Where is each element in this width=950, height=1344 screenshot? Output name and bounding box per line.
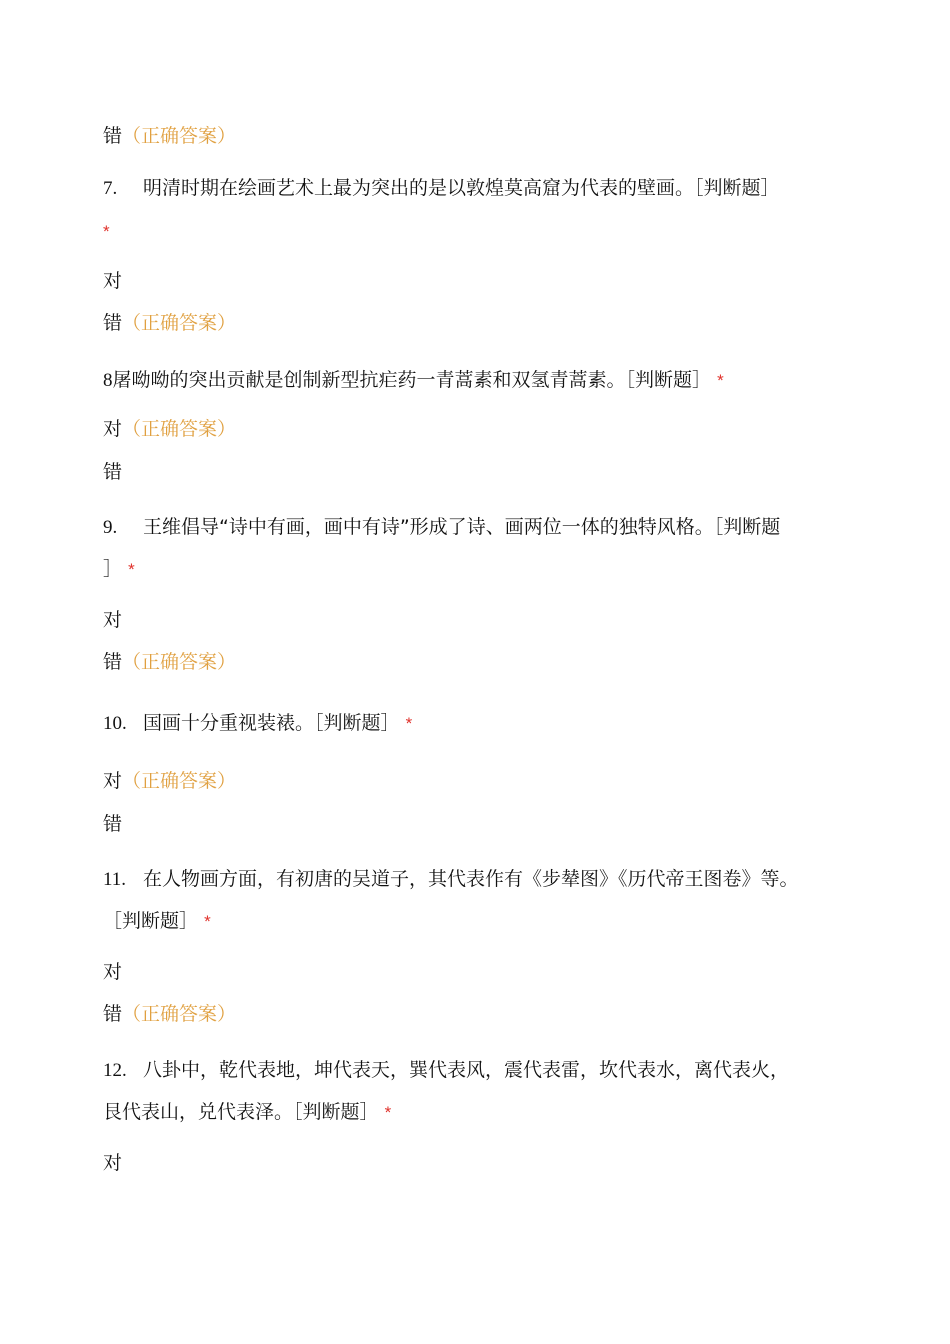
question-number: 10. bbox=[103, 713, 127, 734]
question-8-option-false[interactable] bbox=[103, 459, 122, 485]
correct-answer-marker: （正确答案） bbox=[122, 418, 237, 440]
correct-answer-marker: （正确答案） bbox=[122, 312, 237, 334]
question-7-text bbox=[103, 175, 780, 201]
question-11-text bbox=[103, 866, 799, 892]
question-number: 7. bbox=[103, 178, 118, 199]
question-10-option-true[interactable] bbox=[103, 768, 236, 794]
option-label: 错 bbox=[103, 813, 123, 835]
required-star: * bbox=[128, 560, 135, 579]
option-label: 对 bbox=[103, 1152, 123, 1174]
question-line: ］ bbox=[103, 558, 123, 580]
question-line: 在人物画方面，有初唐的吴道子，其代表作有《步辇图》《历代帝王图卷》等。 bbox=[143, 868, 799, 890]
question-number: 12. bbox=[103, 1060, 127, 1081]
question-line: 国画十分重视装裱。［判断题］ bbox=[143, 712, 400, 734]
question-12-option-true[interactable] bbox=[103, 1150, 122, 1176]
correct-answer-marker: （正确答案） bbox=[122, 1003, 237, 1025]
required-star: * bbox=[384, 1103, 392, 1122]
question-number: 9. bbox=[103, 517, 118, 538]
prev-option-false[interactable] bbox=[103, 123, 236, 149]
question-9-option-true[interactable] bbox=[103, 607, 122, 633]
required-star: * bbox=[717, 371, 724, 390]
correct-answer-marker: （正确答案） bbox=[122, 770, 237, 792]
question-11-text-cont bbox=[103, 908, 211, 934]
question-line: 王维倡导“诗中有画，画中有诗”形成了诗、画两位一体的独特风格。［判断题 bbox=[143, 516, 781, 538]
question-9-option-false[interactable] bbox=[103, 649, 236, 675]
option-label: 对 bbox=[103, 770, 123, 792]
question-9-text bbox=[103, 514, 780, 540]
question-11-option-true[interactable] bbox=[103, 959, 122, 985]
question-12-text-cont bbox=[103, 1099, 391, 1125]
question-number: 11. bbox=[103, 869, 127, 890]
question-line: 艮代表山，兑代表泽。［判断题］ bbox=[103, 1101, 379, 1123]
question-7-option-true[interactable] bbox=[103, 268, 122, 294]
option-label: 错 bbox=[103, 461, 123, 483]
option-label: 对 bbox=[103, 609, 123, 631]
option-label: 对 bbox=[103, 418, 123, 440]
option-label: 错 bbox=[103, 312, 123, 334]
option-label: 对 bbox=[103, 961, 123, 983]
question-line: 八卦中，乾代表地，坤代表天，巽代表风，震代表雷，坎代表水，离代表火， bbox=[143, 1059, 790, 1081]
question-line: 屠呦呦的突出贡献是创制新型抗疟药一青蒿素和双氢青蒿素。［判断题］ bbox=[112, 369, 712, 391]
question-10-option-false[interactable] bbox=[103, 811, 122, 837]
question-11-option-false[interactable] bbox=[103, 1001, 236, 1027]
question-10-text bbox=[103, 710, 412, 736]
question-line: 明清时期在绘画艺术上最为突出的是以敦煌莫高窟为代表的壁画。［判断题］ bbox=[143, 177, 780, 199]
question-7-option-false[interactable] bbox=[103, 310, 236, 336]
required-star: * bbox=[405, 714, 413, 733]
question-8-text bbox=[103, 367, 724, 393]
question-7-required bbox=[103, 218, 110, 244]
question-12-text bbox=[103, 1057, 789, 1083]
question-8-option-true[interactable] bbox=[103, 416, 236, 442]
question-line: ［判断题］ bbox=[103, 910, 199, 932]
option-label: 错 bbox=[103, 1003, 123, 1025]
correct-answer-marker: （正确答案） bbox=[122, 651, 237, 673]
option-label: 错 bbox=[103, 651, 123, 673]
required-star: * bbox=[204, 912, 211, 931]
option-label: 对 bbox=[103, 270, 123, 292]
question-9-text-cont bbox=[103, 556, 135, 582]
required-star: * bbox=[103, 222, 110, 241]
question-number: 8 bbox=[103, 370, 113, 391]
option-label: 错 bbox=[103, 125, 123, 147]
correct-answer-marker: （正确答案） bbox=[122, 125, 237, 147]
